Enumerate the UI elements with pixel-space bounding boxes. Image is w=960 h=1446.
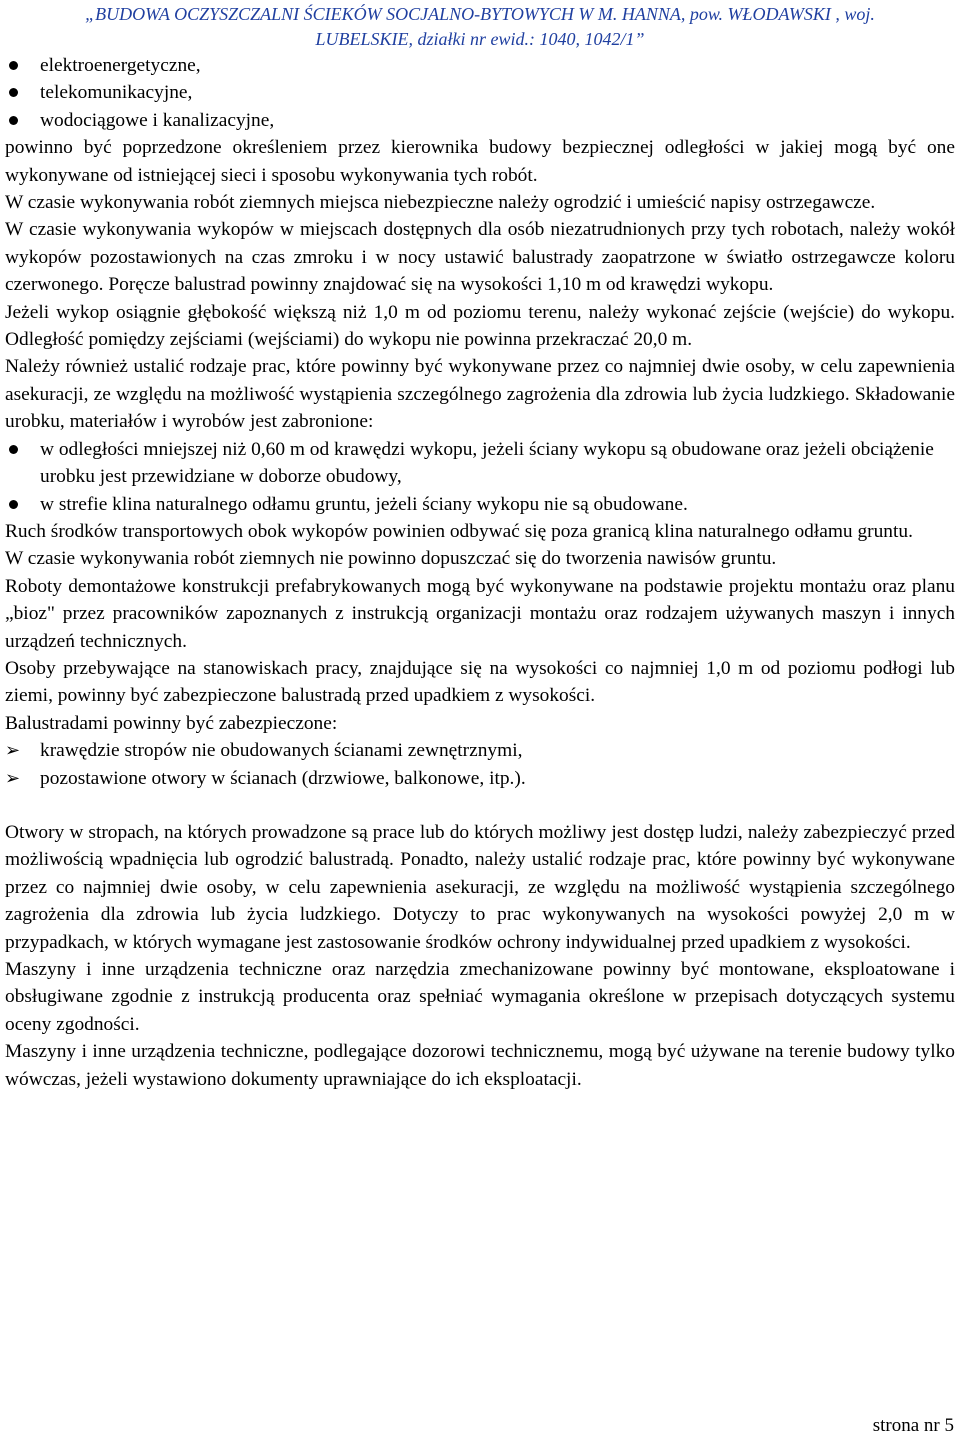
- paragraph: Maszyny i inne urządzenia techniczne oraz narzędzia zmechanizowane powinny być montowane, eksploatowane i obsługiwane zgodnie z instrukcją producenta oraz spełniać wymagania określone w przepisach dotyczących systemu oceny zgodności.: [5, 959, 955, 1035]
- list-item: w odległości mniejszej niż 0,60 m od krawędzi wykopu, jeżeli ściany wykopu są obudowane oraz jeżeli obciążenie urobku jest przewidziane w doborze obudowy,: [5, 436, 955, 491]
- storage-restrictions-list: [5, 436, 955, 518]
- list-item: elektroenergetyczne,: [5, 52, 955, 79]
- list-item: w strefie klina naturalnego odłamu gruntu, jeżeli ściany wykopu nie są obudowane.: [5, 491, 955, 518]
- paragraph: Ruch środków transportowych obok wykopów powinien odbywać się poza granicą klina naturalnego odłamu gruntu.: [5, 520, 913, 542]
- paragraph: Maszyny i inne urządzenia techniczne, podlegające dozorowi technicznemu, mogą być używane na terenie budowy tylko wówczas, jeżeli wystawiono dokumenty uprawniające do ich eksploatacji.: [5, 1041, 955, 1090]
- paragraph: Należy również ustalić rodzaje prac, które powinny być wykonywane przez co najmniej dwie osoby, w celu zapewnienia asekuracji, ze względu na możliwość wystąpienia szczególnego zagrożenia dla zdrowia lub życia ludzkiego. Składowanie urobku, materiałów i wyrobów jest zabronione:: [5, 356, 955, 433]
- header-line-2: LUBELSKIE, działki nr ewid.: 1040, 1042/1”: [315, 29, 645, 49]
- document-body: [5, 52, 955, 1093]
- paragraph: W czasie wykonywania wykopów w miejscach dostępnych dla osób niezatrudnionych przy tych robotach, należy wokół wykopów pozostawionych na czas zmroku i w nocy ustawić balustrady zaopatrzone w światło ostrzegawcze koloru czerwonego. Poręcze balustrad powinny znajdować się na wysokości 1,10 m od krawędzi wykopu.: [5, 219, 955, 296]
- list-item: wodociągowe i kanalizacyjne,: [5, 107, 955, 134]
- paragraph: W czasie wykonywania robót ziemnych nie powinno dopuszczać się do tworzenia nawisów gruntu.: [5, 548, 777, 570]
- paragraph: Balustradami powinny być zabezpieczone:: [5, 712, 338, 734]
- paragraph: Jeżeli wykop osiągnie głębokość większą niż 1,0 m od poziomu terenu, należy wykonać zejście (wejście) do wykopu. Odległość pomiędzy zejściami (wejściami) do wykopu nie powinna przekraczać 20,0 m.: [5, 301, 955, 351]
- paragraph: powinno być poprzedzone określeniem przez kierownika budowy bezpiecznej odległości w jakiej mogą być one wykonywane od istniejącej sieci i sposobu wykonywania tych robót.: [5, 137, 955, 186]
- header-line-1: „BUDOWA OCZYSZCZALNI ŚCIEKÓW SOCJALNO-BYTOWYCH W M. HANNA, pow. WŁODAWSKI , woj.: [85, 4, 875, 24]
- paragraph: W czasie wykonywania robót ziemnych miejsca niebezpieczne należy ogrodzić i umieścić napisy ostrzegawcze.: [5, 192, 876, 214]
- list-item: ➢ krawędzie stropów nie obudowanych ścianami zewnętrznymi,: [5, 737, 955, 764]
- paragraph: Roboty demontażowe konstrukcji prefabrykowanych mogą być wykonywane na podstawie projektu montażu oraz planu „bioz" przez pracowników zapoznanych z instrukcją organizacji montażu oraz rodzajem używanych maszyn i innych urządzeń technicznych.: [5, 575, 955, 652]
- list-item: telekomunikacyjne,: [5, 79, 955, 106]
- list-item: ➢ pozostawione otwory w ścianach (drzwiowe, balkonowe, itp.).: [5, 765, 955, 792]
- paragraph: Otwory w stropach, na których prowadzone są prace lub do których możliwy jest dostęp ludzi, należy zabezpieczyć przed możliwością wpadnięcia lub ogrodzić balustradą. Ponadto, należy ustalić rodzaje prac, które powinny być wykonywane przez co najmniej dwie osoby, w celu zapewnienia asekuracji, ze względu na możliwość wystąpienia szczególnego zagrożenia dla zdrowia lub życia ludzkiego. Dotyczy to prac wykonywanych na wysokości powyżej 2,0 m w przypadkach, w których wymagane jest zastosowanie środków ochrony indywidualnej przed upadkiem z wysokości.: [5, 821, 955, 953]
- page-header: [0, 2, 960, 52]
- balustrade-list: [5, 737, 955, 792]
- spacer: [5, 792, 955, 819]
- utilities-list: [5, 52, 955, 134]
- paragraph: Osoby przebywające na stanowiskach pracy, znajdujące się na wysokości co najmniej 1,0 m od poziomu podłogi lub ziemi, powinny być zabezpieczone balustradą przed upadkiem z wysokości.: [5, 657, 955, 707]
- page-number: strona nr 5: [872, 1415, 954, 1436]
